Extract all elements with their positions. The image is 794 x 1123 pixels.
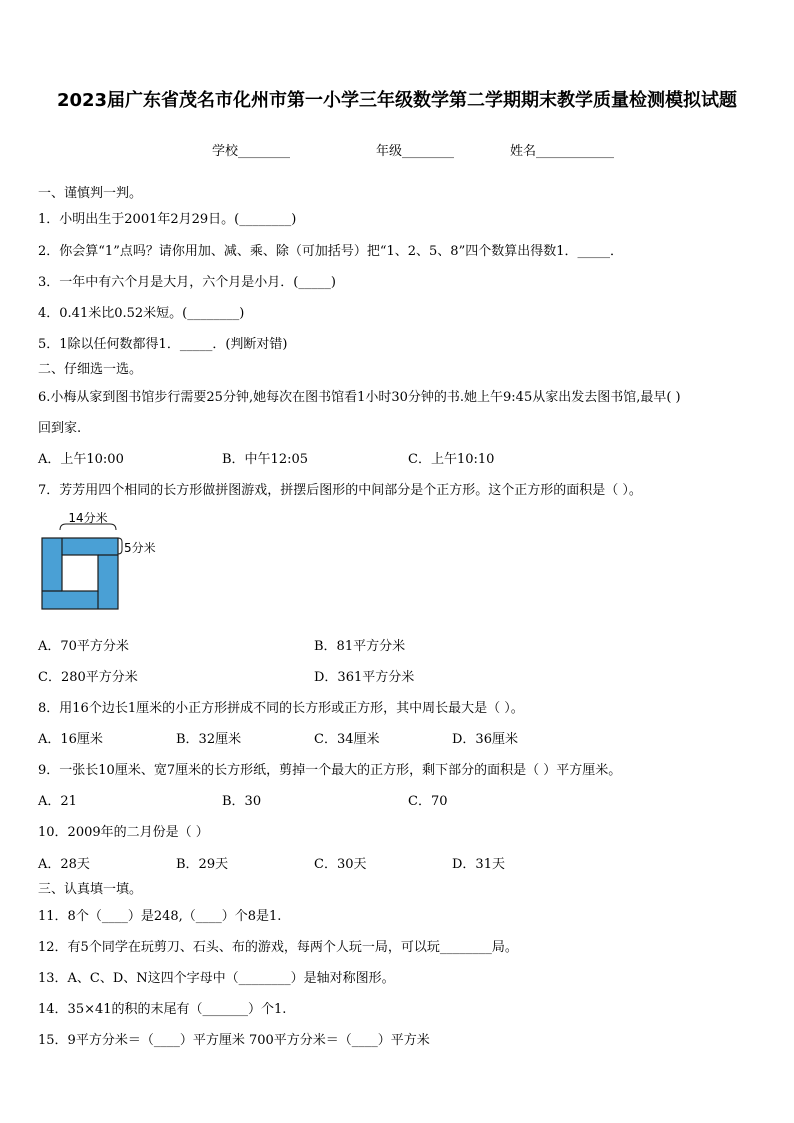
q6-option-c: C．上午10:10 — [408, 452, 495, 467]
q7-option-d: D．361平方分米 — [314, 670, 415, 685]
question-11: 11．8个（____）是248,（____）个8是1. — [38, 909, 282, 924]
q9-option-b: B．30 — [222, 794, 262, 809]
q7-figure-svg — [38, 512, 188, 614]
question-1: 1．小明出生于2001年2月29日。(________) — [38, 212, 297, 227]
section-heading-choose: 二、仔细选一选。 — [38, 362, 143, 377]
q10-option-b: B．29天 — [176, 857, 229, 872]
q10-option-c: C．30天 — [314, 857, 367, 872]
top-dimension-label: 14分米 — [68, 512, 108, 525]
q8-option-b: B．32厘米 — [176, 732, 242, 747]
q7-rectangle-figure — [38, 512, 188, 618]
question-9: 9．一张长10厘米、宽7厘米的长方形纸，剪掉一个最大的正方形，剩下部分的面积是（ ）平方厘米。 — [38, 763, 622, 778]
q7-option-c: C．280平方分米 — [38, 670, 138, 685]
q8-option-d: D．36厘米 — [452, 732, 518, 747]
q6-option-a: A．上午10:00 — [38, 452, 124, 467]
q6-option-b: B．中午12:05 — [222, 452, 309, 467]
q9-option-a: A．21 — [38, 794, 77, 809]
question-2: 2．你会算“1”点吗？请你用加、减、乘、除（可加括号）把“1、2、5、8”四个数算出得数1．_____． — [38, 244, 623, 259]
q10-option-d: D．31天 — [452, 857, 505, 872]
section-heading-judge: 一、谨慎判一判。 — [38, 186, 143, 201]
question-6-line-2: 回到家. — [38, 421, 82, 436]
inner-square — [62, 555, 98, 591]
grade-field-label: 年级________ — [376, 144, 455, 159]
school-field-label: 学校________ — [212, 144, 291, 159]
page-title: 2023届广东省茂名市化州市第一小学三年级数学第二学期期末教学质量检测模拟试题 — [56, 90, 738, 111]
q7-option-a: A．70平方分米 — [38, 639, 129, 654]
question-3: 3．一年中有六个月是大月，六个月是小月．(_____) — [38, 275, 336, 290]
q9-option-c: C．70 — [408, 794, 448, 809]
section-heading-fill: 三、认真填一填。 — [38, 882, 143, 897]
question-5: 5．1除以任何数都得1．_____．(判断对错) — [38, 337, 288, 352]
q8-option-c: C．34厘米 — [314, 732, 380, 747]
question-6-line-1: 6.小梅从家到图书馆步行需要25分钟,她每次在图书馆看1小时30分钟的书.她上午9:45从家出发去图书馆,最早( ) — [38, 390, 681, 405]
question-10: 10．2009年的二月份是（ ） — [38, 825, 209, 840]
question-4: 4．0.41米比0.52米短。(________) — [38, 306, 245, 321]
question-8: 8．用16个边长1厘米的小正方形拼成不同的长方形或正方形，其中周长最大是（ ）。 — [38, 701, 524, 716]
q7-option-b: B．81平方分米 — [314, 639, 406, 654]
q10-option-a: A．28天 — [38, 857, 90, 872]
side-dimension-label: 5分米 — [124, 541, 156, 555]
q8-option-a: A．16厘米 — [38, 732, 103, 747]
question-14: 14．35×41的积的末尾有（_______）个1. — [38, 1002, 287, 1017]
name-field-label: 姓名____________ — [510, 144, 615, 159]
question-12: 12．有5个同学在玩剪刀、石头、布的游戏，每两个人玩一局，可以玩________局。 — [38, 940, 518, 955]
question-7: 7．芳芳用四个相同的长方形做拼图游戏，拼摆后图形的中间部分是个正方形。这个正方形的面积是（ ）。 — [38, 483, 642, 498]
question-13: 13．A、C、D、N这四个字母中（________）是轴对称图形。 — [38, 971, 395, 986]
question-15: 15．9平方分米＝（____）平方厘米 700平方分米＝（____）平方米 — [38, 1033, 430, 1048]
